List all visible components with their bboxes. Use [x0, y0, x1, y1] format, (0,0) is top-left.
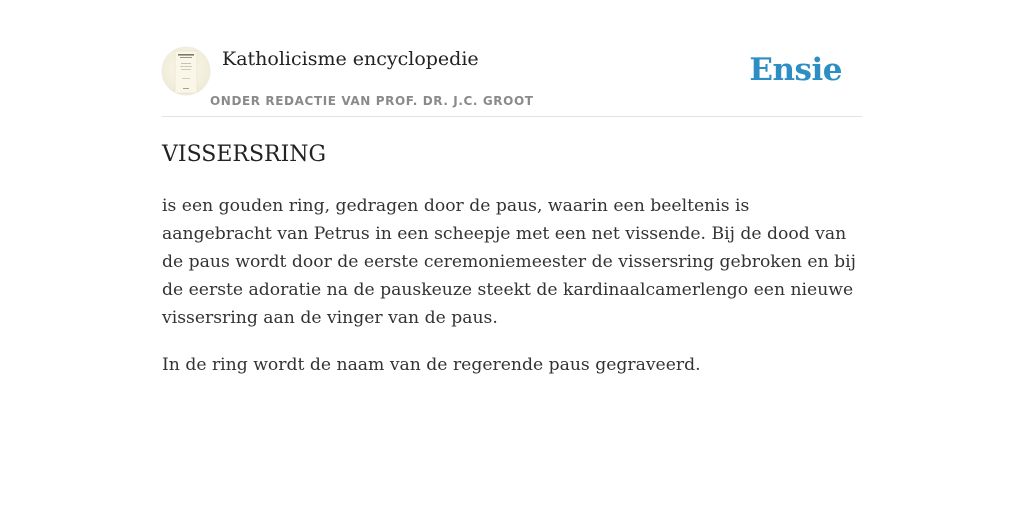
site-header [162, 44, 862, 117]
book-title[interactable]: Katholicisme encyclopedie [222, 48, 479, 70]
entry-body [162, 192, 862, 398]
book-cover-thumbnail-icon[interactable] [162, 47, 210, 95]
entry-title: VISSERSRING [162, 142, 327, 167]
book-editor: ONDER REDACTIE VAN PROF. DR. J.C. GROOT [210, 94, 534, 108]
entry-paragraph: is een gouden ring, gedragen door de paus, waarin een beeltenis is aangebracht van Petrus in een scheepje met een net vissende. Bij de dood van de paus wordt door de eerste ceremoniemeester de vissersring gebroken en bij de eerste adoratie na de pauskeuze steekt de kardinaalcamerlengo een nieuwe vissersring aan de vinger van de paus. [162, 196, 856, 328]
entry-paragraph: In de ring wordt de naam van de regerende paus gegraveerd. [162, 355, 701, 375]
brand-logo[interactable]: Ensie [749, 52, 842, 88]
